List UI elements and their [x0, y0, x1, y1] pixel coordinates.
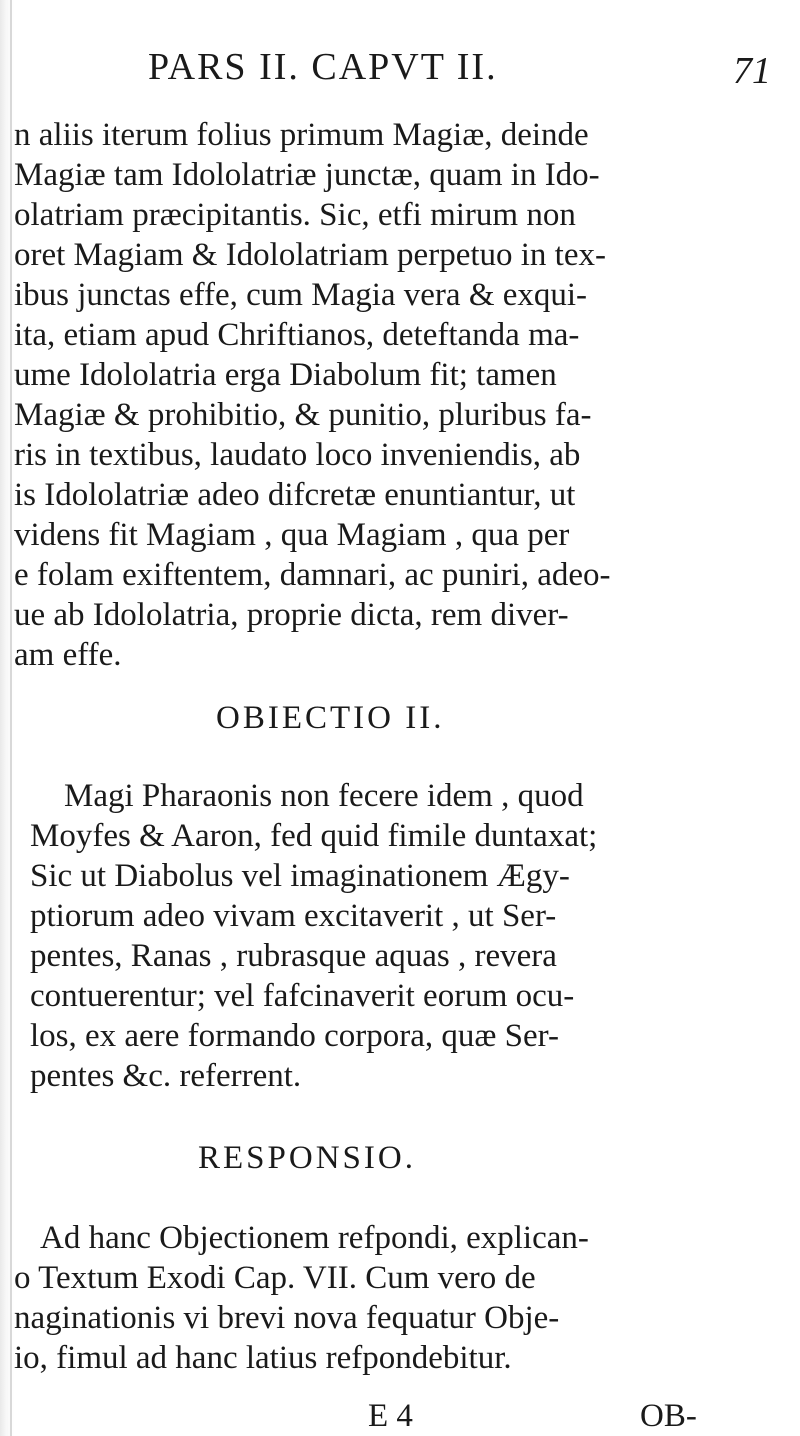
catchword: OB-: [640, 1398, 697, 1434]
text-line: naginationis vi brevi nova fequatur Obje-: [14, 1300, 560, 1336]
text-line: pentes &c. referrent.: [30, 1058, 302, 1094]
text-line: Moyfes & Aaron, fed quid fimile duntaxat;: [30, 818, 598, 854]
text-line: Magiæ & prohibitio, & punitio, pluribus fa-: [14, 397, 592, 433]
text-line: oret Magiam & Idololatriam perpetuo in tex-: [14, 237, 606, 273]
text-line: e folam exiftentem, damnari, ac puniri, adeo-: [14, 557, 611, 593]
text-line: is Idololatriæ adeo difcretæ enuntiantur, ut: [14, 477, 576, 513]
text-line: Magiæ tam Idololatriæ junctæ, quam in Ido-: [14, 157, 600, 193]
text-line: io, fimul ad hanc latius refpondebitur.: [14, 1340, 512, 1376]
text-line: ita, etiam apud Chriftianos, deteftanda ma-: [14, 317, 580, 353]
running-title: PARS II. CAPVT II.: [148, 46, 498, 88]
text-line: ptiorum adeo vivam excitaverit , ut Ser-: [30, 898, 557, 934]
text-line: o Textum Exodi Cap. VII. Cum vero de: [14, 1260, 536, 1296]
text-line: los, ex aere formando corpora, quæ Ser-: [30, 1018, 559, 1054]
text-line: ume Idololatria erga Diabolum fit; tamen: [14, 357, 557, 393]
text-line: olatriam præcipitantis. Sic, etfi mirum non: [14, 197, 576, 233]
text-line: ue ab Idololatria, proprie dicta, rem diver-: [14, 597, 569, 633]
text-line: n aliis iterum folius primum Magiæ, deinde: [14, 117, 589, 153]
section-heading-objectio: OBIECTIO II.: [216, 700, 445, 736]
gutter-shadow: [10, 0, 12, 1436]
text-line: ris in textibus, laudato loco inveniendis, ab: [14, 437, 581, 473]
text-line: pentes, Ranas , rubrasque aquas , revera: [30, 938, 557, 974]
text-line: Sic ut Diabolus vel imaginationem Ægy-: [30, 858, 570, 894]
text-line: contuerentur; vel fafcinaverit eorum ocu-: [30, 978, 575, 1014]
text-line: videns fit Magiam , qua Magiam , qua per: [14, 517, 570, 553]
text-line: am effe.: [14, 637, 122, 673]
text-line: Magi Pharaonis non fecere idem , quod: [64, 778, 584, 814]
text-line: Ad hanc Objectionem refpondi, explican-: [40, 1220, 589, 1256]
section-heading-responsio: RESPONSIO.: [198, 1140, 416, 1176]
page-header: [0, 42, 800, 92]
folio-number: 71: [733, 50, 771, 92]
signature-mark: E 4: [368, 1398, 413, 1434]
text-line: ibus junctas effe, cum Magia vera & exqui-: [14, 277, 588, 313]
